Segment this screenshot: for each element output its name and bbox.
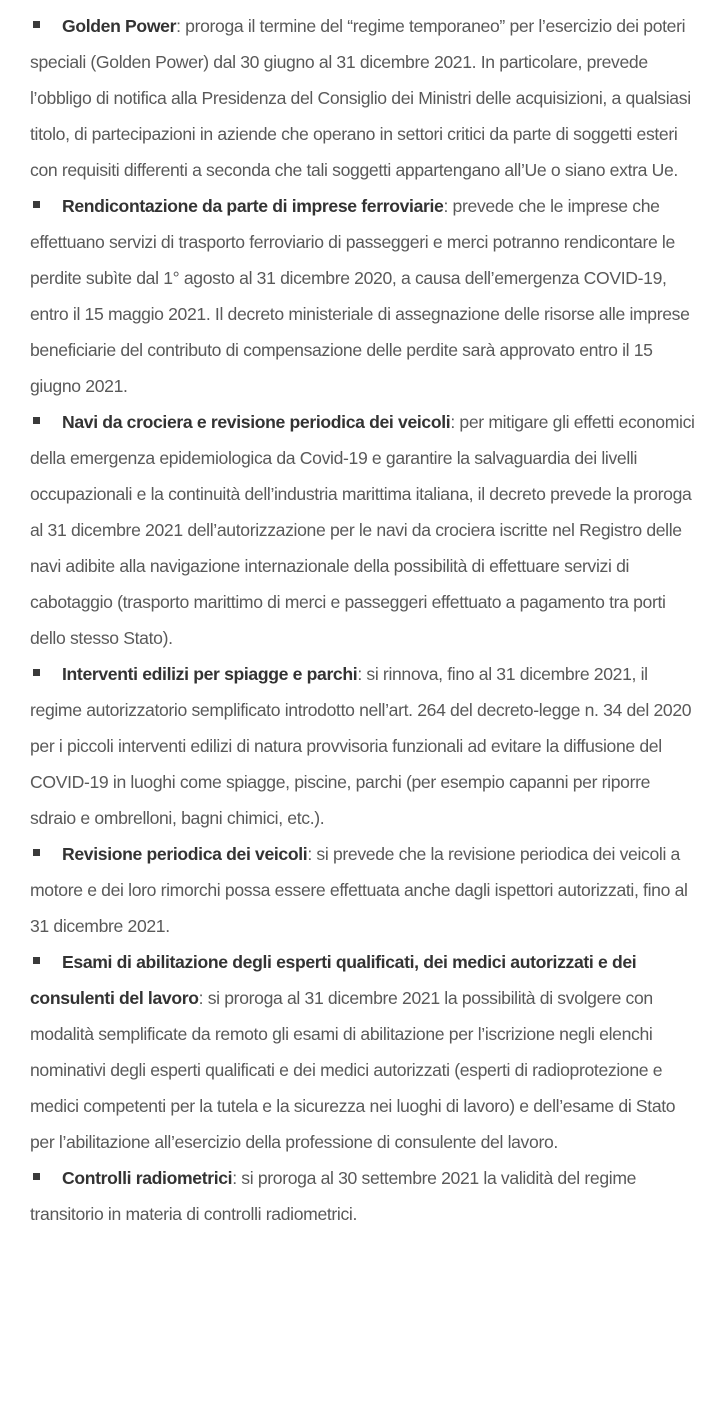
item-term: Revisione periodica dei veicoli xyxy=(62,844,308,864)
list-item-interventi-edilizi xyxy=(30,656,698,836)
square-bullet-icon xyxy=(33,201,40,208)
square-bullet-icon xyxy=(33,669,40,676)
measures-list xyxy=(30,8,698,1232)
list-item-golden-power xyxy=(30,8,698,188)
square-bullet-icon xyxy=(33,21,40,28)
item-text: : si rinnova, fino al 31 dicembre 2021, il regime autorizzatorio semplificato introdotto nell’art. 264 del decreto-legge n. 34 del 2020 per i piccoli interventi edilizi di natura provvisoria funzionali ad evitare la diffusione del COVID-19 in luoghi come spiagge, piscine, parchi (per esempio capanni per riporre sdraio e ombrelloni, bagni chimici, etc.). xyxy=(30,664,692,828)
item-text: : si proroga al 30 settembre 2021 la validità del regime transitorio in materia di controlli radiometrici. xyxy=(30,1168,637,1224)
item-text: : proroga il termine del “regime temporaneo” per l’esercizio dei poteri speciali (Golden Power) dal 30 giugno al 31 dicembre 2021. In particolare, prevede l’obbligo di notifica alla Presidenza del Consiglio dei Ministri delle acquisizioni, a qualsiasi titolo, di partecipazioni in aziende che operano in settori critici da parte di soggetti esteri con requisiti differenti a seconda che tali soggetti appartengano all’Ue o siano extra Ue. xyxy=(30,16,691,180)
list-item-esami-abilitazione xyxy=(30,944,698,1160)
square-bullet-icon xyxy=(33,417,40,424)
list-item-revisione-veicoli xyxy=(30,836,698,944)
square-bullet-icon xyxy=(33,957,40,964)
item-text: : si proroga al 31 dicembre 2021 la possibilità di svolgere con modalità semplificate da remoto gli esami di abilitazione per l’iscrizione negli elenchi nominativi degli esperti qualificati e dei medici autorizzati (esperti di radioprotezione e medici competenti per la tutela e la sicurezza nei luoghi di lavoro) e dell’esame di Stato per l’abilitazione all’esercizio della professione di consulente del lavoro. xyxy=(30,988,676,1152)
list-item-controlli-radiometrici xyxy=(30,1160,698,1232)
list-item-navi-da-crociera xyxy=(30,404,698,656)
item-term: Navi da crociera e revisione periodica dei veicoli xyxy=(62,412,451,432)
item-term: Controlli radiometrici xyxy=(62,1168,233,1188)
item-text: : prevede che le imprese che effettuano servizi di trasporto ferroviario di passeggeri e merci potranno rendicontare le perdite subìte dal 1° agosto al 31 dicembre 2020, a causa dell’emergenza COVID-19, entro il 15 maggio 2021. Il decreto ministeriale di assegnazione delle risorse alle imprese beneficiarie del contributo di compensazione delle perdite sarà approvato entro il 15 giugno 2021. xyxy=(30,196,690,396)
item-term: Esami di abilitazione degli esperti qualificati, dei medici autorizzati e dei consulenti del lavoro xyxy=(30,952,637,1008)
square-bullet-icon xyxy=(33,1173,40,1180)
item-term: Rendicontazione da parte di imprese ferroviarie xyxy=(62,196,444,216)
square-bullet-icon xyxy=(33,849,40,856)
list-item-rendicontazione-imprese-ferroviarie xyxy=(30,188,698,404)
item-term: Golden Power xyxy=(62,16,177,36)
item-text: : si prevede che la revisione periodica dei veicoli a motore e dei loro rimorchi possa essere effettuata anche dagli ispettori autorizzati, fino al 31 dicembre 2021. xyxy=(30,844,688,936)
item-text: : per mitigare gli effetti economici della emergenza epidemiologica da Covid-19 e garantire la salvaguardia dei livelli occupazionali e la continuità dell’industria marittima italiana, il decreto prevede la proroga al 31 dicembre 2021 dell’autorizzazione per le navi da crociera iscritte nel Registro delle navi adibite alla navigazione internazionale della possibilità di effettuare servizi di cabotaggio (trasporto marittimo di merci e passeggeri effettuato a pagamento tra porti dello stesso Stato). xyxy=(30,412,695,648)
item-term: Interventi edilizi per spiagge e parchi xyxy=(62,664,358,684)
